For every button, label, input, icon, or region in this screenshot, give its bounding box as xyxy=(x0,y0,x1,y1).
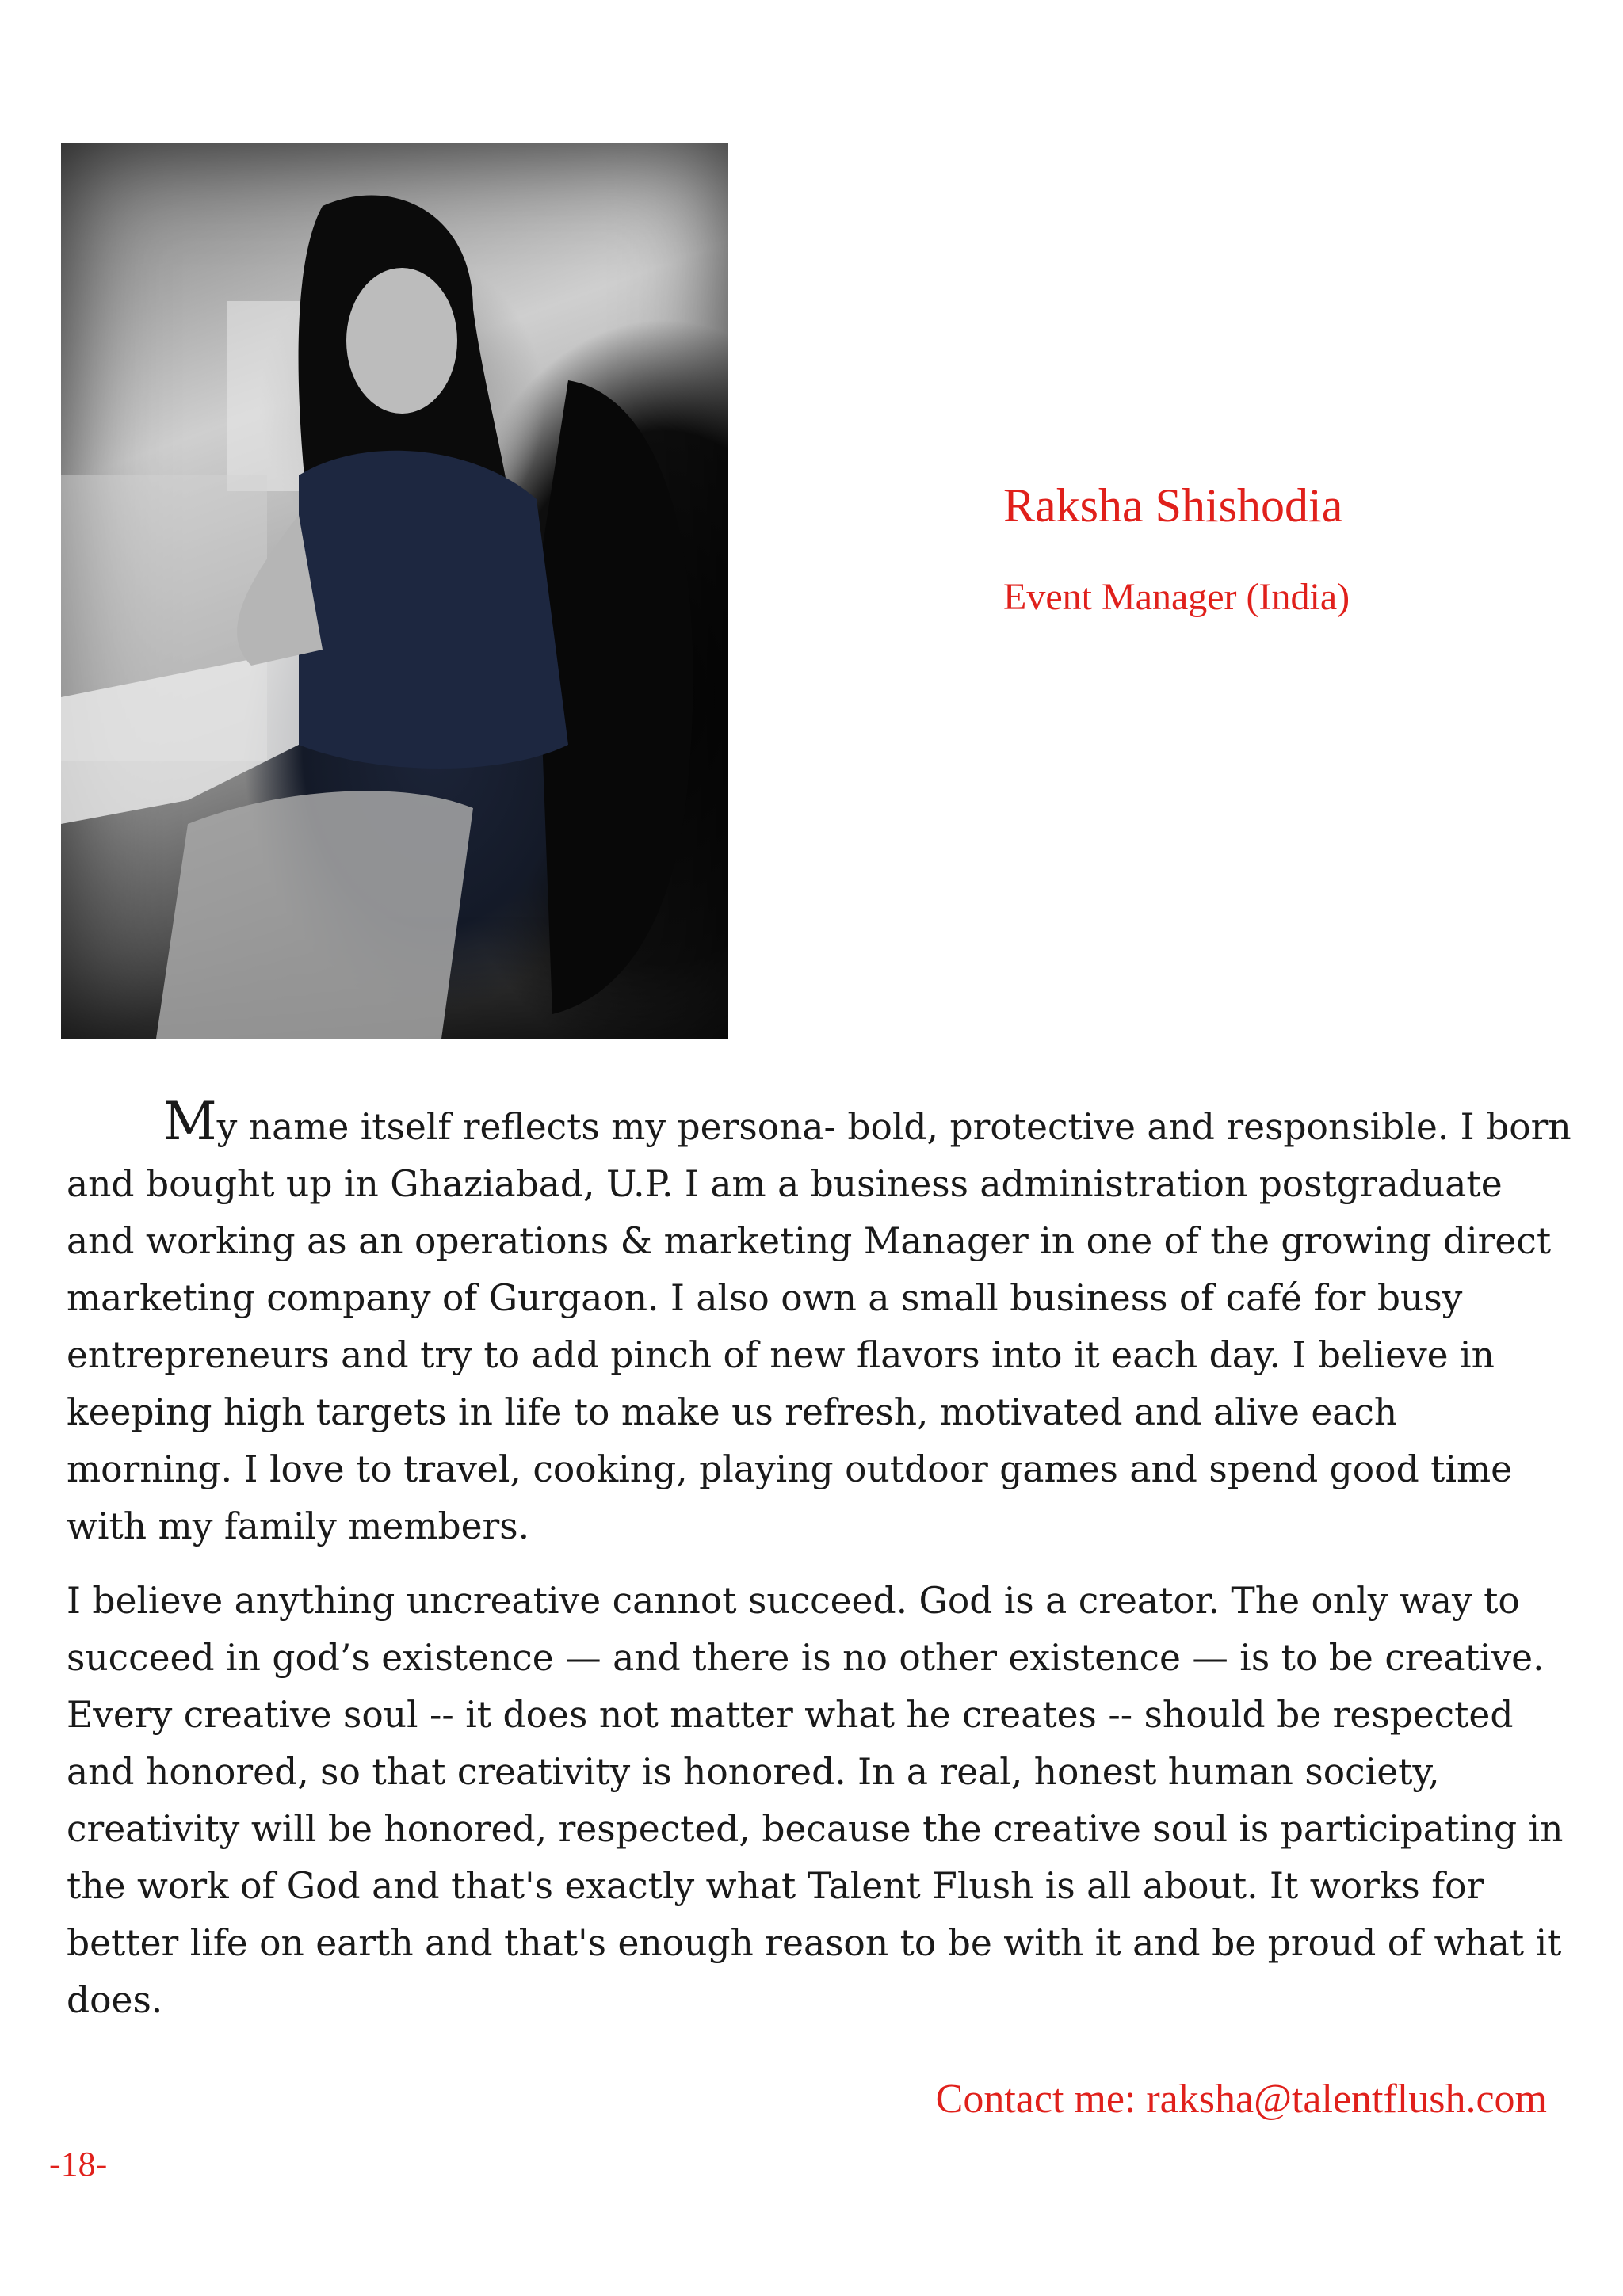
portrait-photo xyxy=(61,143,728,1039)
bio-dropcap: M xyxy=(163,1091,217,1152)
page-number: -18- xyxy=(49,2145,108,2183)
profile-name: Raksha Shishodia xyxy=(1003,479,1343,532)
bio-paragraph-2: I believe anything uncreative cannot succeed. God is a creator. The only way to succeed in god’s existence — and there is no other existence — is to be creative. Every creative soul -- it does not matter what he creates -- should be respected and honored, so that creativity is honored. In a real, honest human society, creativity will be honored, respected, because the creative soul is participating in the work of God and that's exactly what Talent Flush is all about. It works for better life on earth and that's enough reason to be with it and be proud of what it does. xyxy=(67,1580,1564,2021)
bio-paragraph-1 xyxy=(67,1093,1572,1555)
contact-email: Contact me: raksha@talentflush.com xyxy=(935,2077,1547,2122)
bio-paragraph-1-text: y name itself reflects my persona- bold, protective and responsible. I born and bought up in Ghaziabad, U.P. I am a business administration postgraduate and working as an operations & marketing Manager in one of the growing direct marketing company of Gurgaon. I also own a small business of café for busy entrepreneurs and try to add pinch of new flavors into it each day. I believe in keeping high targets in life to make us refresh, motivated and alive each morning. I love to travel, cooking, playing outdoor games and spend good time with my family members. xyxy=(67,1106,1571,1547)
profile-role: Event Manager (India) xyxy=(1003,576,1350,618)
portrait-illustration xyxy=(61,143,728,1039)
bio-text xyxy=(67,1093,1572,2046)
